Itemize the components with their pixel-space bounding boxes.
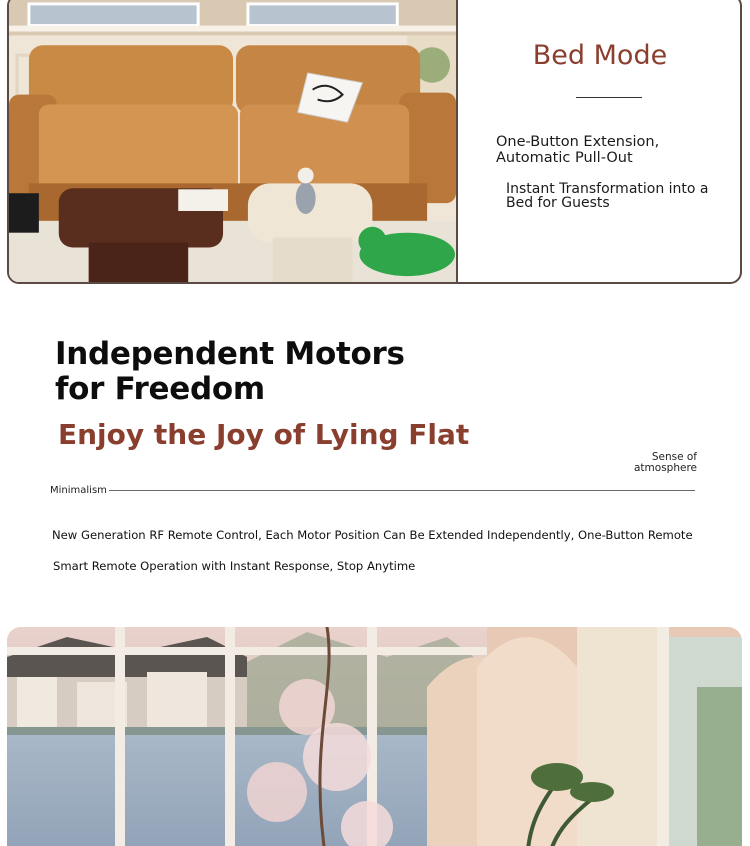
bed-mode-card [7,0,742,284]
window-scene-photo [7,627,742,846]
sofa-photo [9,0,458,282]
remote-operation-description: Smart Remote Operation with Instant Response, Stop Anytime [53,559,416,573]
minimalism-label: Minimalism [50,485,107,496]
bed-mode-feature-2: Instant Transformation into a Bed for Guests [506,181,709,211]
atmosphere-label: Sense of atmosphere [634,451,697,474]
title-divider [576,97,642,98]
motors-subheadline: Enjoy the Joy of Lying Flat [58,418,470,451]
bed-mode-title: Bed Mode [532,40,668,71]
remote-description: New Generation RF Remote Control, Each Motor Position Can Be Extended Independently, One-Button Remote [52,528,693,542]
section-divider [109,490,695,491]
bed-mode-panel [460,0,740,282]
motors-headline: Independent Motors for Freedom [55,336,405,407]
bed-mode-feature-1: One-Button Extension, Automatic Pull-Out [496,134,660,166]
